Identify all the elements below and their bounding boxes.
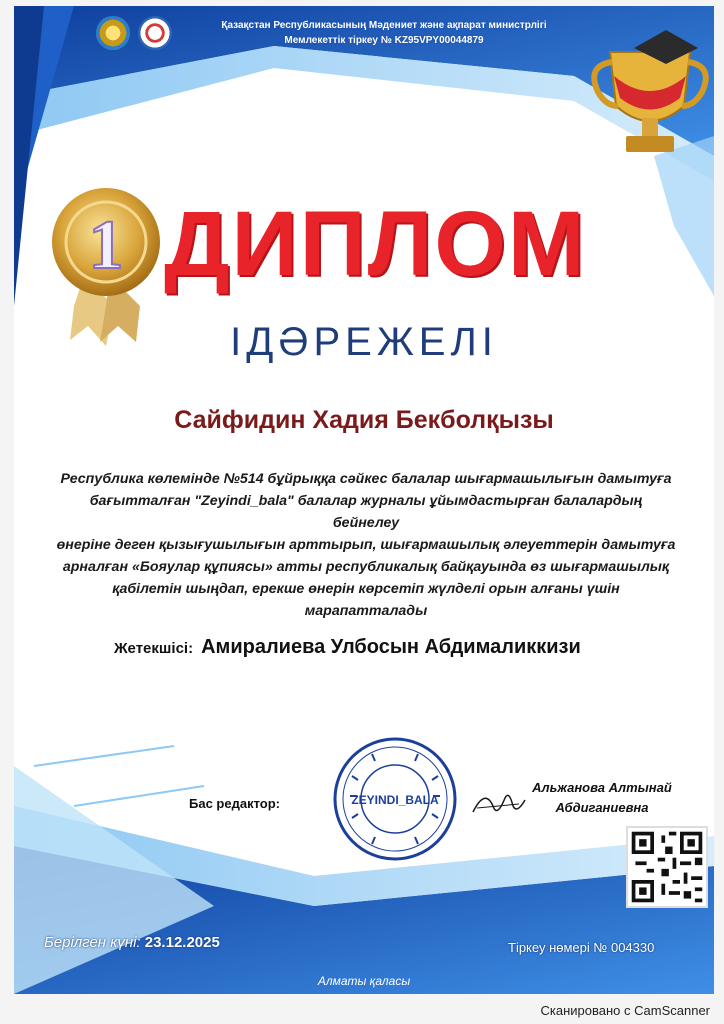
description-line: арналған «Бояулар құпиясы» атты республикалық байқауында өз шығармашылық — [62, 559, 670, 575]
city: Алматы қаласы — [317, 974, 411, 988]
ministry-logo-icon — [138, 16, 172, 50]
diploma-sheet — [14, 6, 714, 994]
ministry-name: Қазақстан Республикасының Мәдениет және ақпарат министрлігі — [221, 20, 547, 31]
diploma-title: ДИПЛОМ — [164, 193, 587, 295]
issue-date-label: Берілген күні: — [44, 934, 141, 951]
description-line: Республика көлемінде №514 бұйрыққа сәйкес балалар шығармашылығын дамытуға — [60, 471, 672, 487]
supervisor-label: Жетекшісі: — [114, 640, 194, 657]
kazakhstan-emblem-icon — [96, 16, 130, 50]
header-text — [214, 18, 554, 48]
description-line: марапатталады — [304, 603, 428, 619]
award-description — [56, 468, 676, 622]
scanner-watermark: Сканировано с CamScanner — [540, 1003, 710, 1018]
qr-code[interactable] — [626, 826, 708, 908]
editor-name-line2: Абдиганиевна — [555, 800, 649, 815]
svg-text:1: 1 — [88, 207, 124, 284]
registration-number: Мемлекеттік тіркеу № KZ95VPY00044879 — [284, 35, 484, 46]
registry-number-value: 004330 — [610, 940, 655, 955]
description-line: қабілетін шыңдап, ерекше өнерін көрсетіп жүлделі орын алғаны үшін — [112, 581, 620, 597]
editor-name-line1: Альжанова Алтынай — [532, 780, 672, 795]
registry-number — [508, 940, 654, 955]
official-stamp — [332, 736, 458, 862]
editor-label: Бас редактор: — [189, 796, 280, 811]
editor-name — [502, 778, 702, 818]
registry-number-label: Тіркеу нөмері № — [508, 940, 608, 955]
degree-subtitle: ІДӘРЕЖЕЛІ — [230, 320, 498, 364]
description-line: бағытталған "Zeyindi_bala" балалар журналы ұйымдастырған балалардың бейнелеу — [89, 493, 643, 531]
supervisor-name: Амиралиева Улбосын Абдималиккизи — [201, 636, 581, 658]
recipient-name: Сайфидин Хадия Бекболқызы — [174, 406, 554, 434]
issue-date-value: 23.12.2025 — [144, 934, 220, 951]
issue-date — [44, 934, 220, 951]
description-line: өнеріне деген қызығушылығын арттырып, шығармашылық әлеуеттерін дамытуға — [56, 537, 676, 553]
svg-text:ZEYINDI_BALA: ZEYINDI_BALA — [351, 793, 439, 807]
supervisor — [114, 636, 581, 659]
